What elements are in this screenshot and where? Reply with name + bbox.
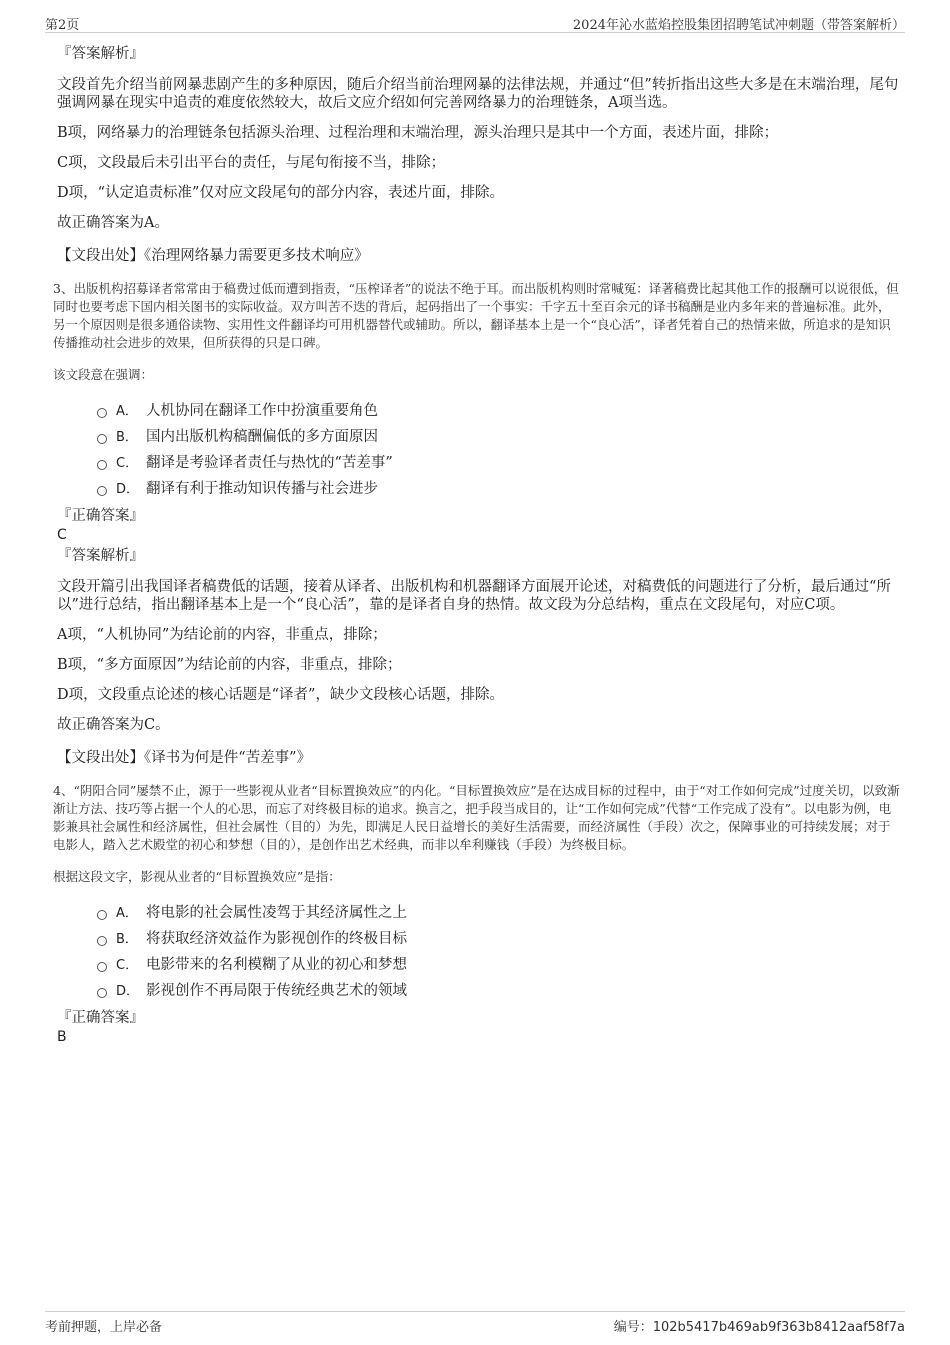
analysis-paragraph: B项，网络暴力的治理链条包括源头治理、过程治理和末端治理，源头治理只是其中一个方面，表述片面，排除； (57, 125, 779, 141)
radio-icon[interactable] (97, 486, 107, 496)
radio-icon[interactable] (97, 936, 107, 946)
option-d[interactable]: D． 翻译有利于推动知识传播与社会进步 (97, 474, 900, 500)
radio-icon[interactable] (97, 460, 107, 470)
correct-answer-value: B (57, 1029, 67, 1045)
section1-analysis (45, 44, 900, 266)
analysis-paragraph: D项，文段重点论述的核心话题是“译者”，缺少文段核心话题，排除。 (57, 687, 504, 703)
passage-source: 【文段出处】《译书为何是件“苦差事”》 (57, 750, 312, 766)
radio-icon[interactable] (97, 910, 107, 920)
radio-icon[interactable] (97, 408, 107, 418)
question-text: 3、出版机构招募译者常常由于稿费过低而遭到指责，“压榨译者”的说法不绝于耳。而出版机构则时常喊冤：译著稿费比起其他工作的报酬可以说很低，但同时也要考虑下国内相关图书的实际收益。双方叫苦不迭的背后，起码指出了一个事实：千字五十至百余元的译书稿酬是业内多年来的普遍标准。此外，另一个原因则是很多通俗读物、实用性文件翻译均可用机器替代或辅助。所以，翻译基本上是一个“良心活”，译者凭着自己的热情来做，所追求的是知识传播推动社会进步的效果，但所获得的只是口碑。 (53, 281, 899, 350)
question-3 (45, 280, 900, 768)
correct-answer-value: C (57, 527, 67, 543)
analysis-paragraph: 故正确答案为A。 (57, 215, 169, 231)
page-content (45, 44, 900, 1046)
question-prompt: 根据这段文字，影视从业者的“目标置换效应”是指： (53, 869, 341, 884)
analysis-paragraph: 文段开篇引出我国译者稿费低的话题，接着从译者、出版机构和机器翻译方面展开论述，对稿费低的问题进行了分析，最后通过“所以”进行总结，指出翻译基本上是一个“良心活”，靠的是译者自身的热情。故文段为分总结构，重点在文段尾句，对应C项。 (57, 579, 891, 613)
analysis-label: 『答案解析』 (57, 548, 144, 564)
analysis-paragraph: B项，“多方面原因”为结论前的内容，非重点，排除； (57, 657, 402, 673)
question-text: 4、“阴阳合同”屡禁不止，源于一些影视从业者“目标置换效应”的内化。“目标置换效应”是在达成目标的过程中，由于“对工作如何完成”过度关切，以致渐渐让方法、技巧等占据一个人的心思，而忘了对终极目标的追求。换言之，把手段当成目的，让“工作如何完成”代替“工作完成了没有”。以电影为例，电影兼具社会属性和经济属性，但社会属性（目的）为先，即满足人民日益增长的美好生活需要，而经济属性（手段）次之，保障事业的可持续发展；对于电影人，踏入艺术殿堂的初心和梦想（目的），是创作出艺术经典，而非以牟利赚钱（手段）为终极目标。 (53, 783, 900, 852)
option-b[interactable]: B． 国内出版机构稿酬偏低的多方面原因 (97, 422, 900, 448)
option-b[interactable]: B． 将获取经济效益作为影视创作的终极目标 (97, 924, 900, 950)
option-a[interactable]: A． 人机协同在翻译工作中扮演重要角色 (97, 396, 900, 422)
page-header (45, 12, 905, 33)
document-id: 编号：102b5417b469ab9f363b8412aaf58f7a (613, 1320, 905, 1335)
correct-answer-label: 『正确答案』 (57, 1010, 144, 1026)
question-prompt: 该文段意在强调： (53, 367, 154, 382)
analysis-paragraph: D项，“认定追责标准”仅对应文段尾句的部分内容，表述片面，排除。 (57, 185, 504, 201)
analysis-paragraph: A项，“人机协同”为结论前的内容，非重点，排除； (57, 627, 387, 643)
option-c[interactable]: C． 翻译是考验译者责任与热忱的“苦差事” (97, 448, 900, 474)
page-footer (45, 1311, 905, 1334)
radio-icon[interactable] (97, 962, 107, 972)
page-number: 第2页 (45, 18, 80, 33)
analysis-label: 『答案解析』 (57, 46, 144, 62)
footer-slogan: 考前押题，上岸必备 (45, 1320, 163, 1335)
option-d[interactable]: D． 影视创作不再局限于传统经典艺术的领域 (97, 976, 900, 1002)
option-list (97, 898, 900, 1002)
radio-icon[interactable] (97, 434, 107, 444)
option-a[interactable]: A． 将电影的社会属性凌驾于其经济属性之上 (97, 898, 900, 924)
option-list (97, 396, 900, 500)
passage-source: 【文段出处】《治理网络暴力需要更多技术响应》 (57, 248, 369, 264)
radio-icon[interactable] (97, 988, 107, 998)
question-4 (45, 782, 900, 1046)
correct-answer-label: 『正确答案』 (57, 508, 144, 524)
analysis-paragraph: C项，文段最后未引出平台的责任，与尾句衔接不当，排除； (57, 155, 446, 171)
analysis-paragraph: 文段首先介绍当前网暴悲剧产生的多种原因，随后介绍当前治理网暴的法律法规，并通过“但”转折指出这些大多是在末端治理，尾句强调网暴在现实中追责的难度依然较大，故后文应介绍如何完善网络暴力的治理链条，A项当选。 (57, 77, 899, 111)
analysis-paragraph: 故正确答案为C。 (57, 717, 170, 733)
document-title: 2024年沁水蓝焰控股集团招聘笔试冲刺题（带答案解析） (572, 18, 905, 33)
option-c[interactable]: C． 电影带来的名利模糊了从业的初心和梦想 (97, 950, 900, 976)
